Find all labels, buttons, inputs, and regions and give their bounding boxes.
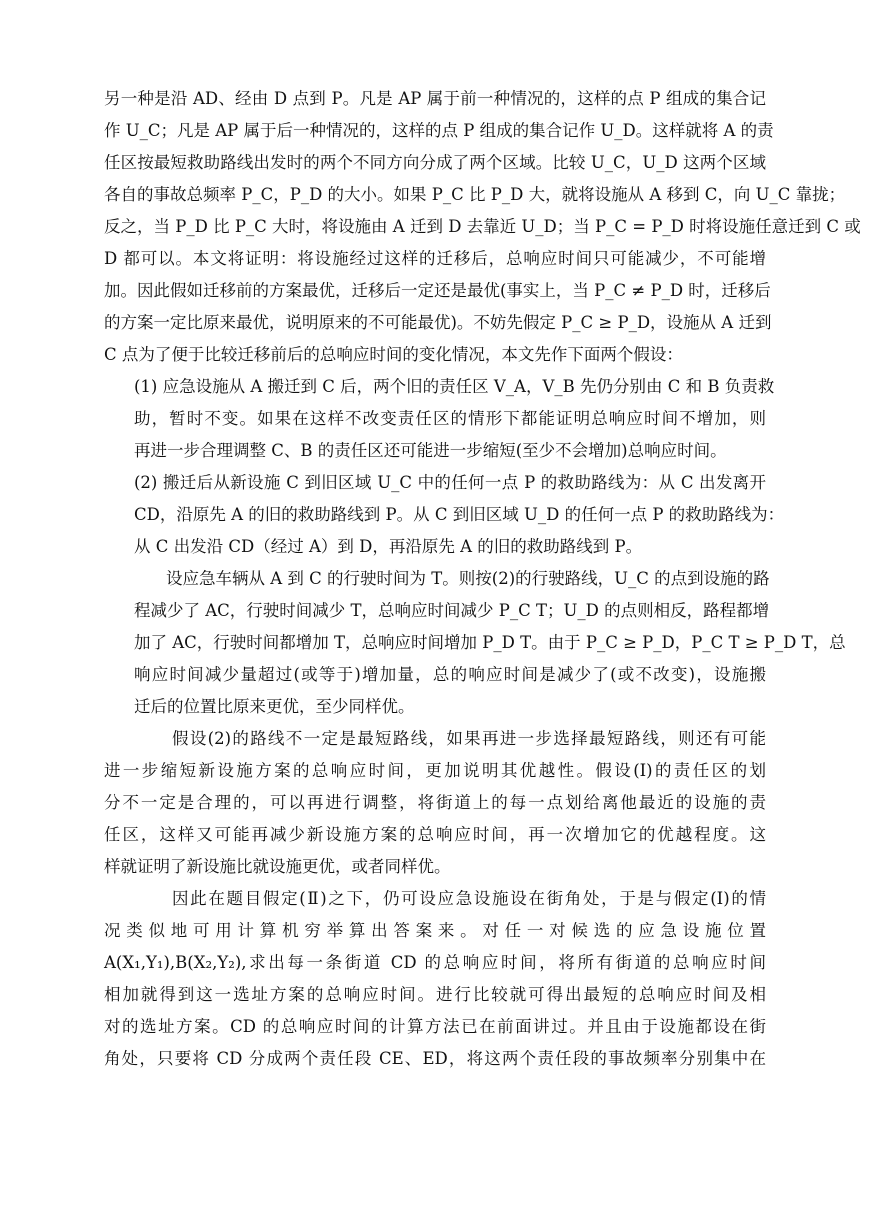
- text-line: A(X₁,Y₁),B(X₂,Y₂),求出每一条街道 CD 的总响应时间，将所有街道的总响应时间: [104, 953, 766, 972]
- text-line: CD，沿原先 A 的旧的救助路线到 P。从 C 到旧区域 U_D 的任何一点 P 的救助路线为：: [134, 505, 785, 524]
- text-line: 迁后的位置比原来更优，至少同样优。: [134, 697, 415, 716]
- text-line: 假设(2)的路线不一定是最短路线，如果再进一步选择最短路线，则还有可能: [172, 729, 766, 748]
- text-line: C 点为了便于比较迁移前后的总响应时间的变化情况，本文先作下面两个假设：: [104, 345, 683, 364]
- text-line: 作 U_C；凡是 AP 属于后一种情况的，这样的点 P 组成的集合记作 U_D。这样就将 A 的责: [104, 121, 774, 140]
- text-line: 况类似地可用计算机穷举算出答案来。对任一对候选的应急设施位置: [104, 921, 766, 940]
- text-line: 再进一步合理调整 C、B 的责任区还可能进一步缩短(至少不会增加)总响应时间。: [134, 441, 727, 460]
- list-item-2: (2) 搬迁后从新设施 C 到旧区域 U_C 中的任何一点 P 的救助路线为：从 C 出发离开: [134, 473, 766, 492]
- text-line: 设应急车辆从 A 到 C 的行驶时间为 T。则按(2)的行驶路线，U_C 的点到设施的路: [166, 569, 770, 588]
- text-line: 相加就得到这一选址方案的总响应时间。进行比较就可得出最短的总响应时间及相: [104, 985, 766, 1004]
- text-line: 样就证明了新设施比就设施更优，或者同样优。: [104, 857, 451, 876]
- text-line: 任区，这样又可能再减少新设施方案的总响应时间，再一次增加它的优越程度。这: [104, 825, 766, 844]
- text-line: 各自的事故总频率 P_C，P_D 的大小。如果 P_C 比 P_D 大，就将设施从 A 移到 C，向 U_C 靠拢；: [104, 185, 846, 204]
- text-line: 进一步缩短新设施方案的总响应时间，更加说明其优越性。假设(I)的责任区的划: [104, 761, 766, 780]
- text-line: 程减少了 AC，行驶时间减少 T，总响应时间减少 P_C T；U_D 的点则相反，路程都增: [134, 601, 770, 620]
- text-line: 对的选址方案。CD 的总响应时间的计算方法已在前面讲过。并且由于设施都设在街: [104, 1017, 766, 1036]
- text-line: 加。因此假如迁移前的方案最优，迁移后一定还是最优(事实上，当 P_C ≠ P_D 时，迁移后: [104, 281, 771, 300]
- text-line: 任区按最短救助路线出发时的两个不同方向分成了两个区域。比较 U_C，U_D 这两个区域: [104, 153, 766, 172]
- text-line: 另一种是沿 AD、经由 D 点到 P。凡是 AP 属于前一种情况的，这样的点 P 组成的集合记: [104, 89, 766, 108]
- text-line: 加了 AC，行驶时间都增加 T，总响应时间增加 P_D T。由于 P_C ≥ P_D，P_C T ≥ P_D T，总: [134, 633, 846, 652]
- text-line: 反之，当 P_D 比 P_C 大时，将设施由 A 迁到 D 去靠近 U_D；当 P_C = P_D 时将设施任意迁到 C 或: [104, 217, 861, 236]
- list-item-1: (1) 应急设施从 A 搬迁到 C 后，两个旧的责任区 V_A，V_B 先仍分别由 C 和 B 负责救: [134, 377, 775, 396]
- text-line: 因此在题目假定(Ⅱ)之下，仍可设应急设施设在街角处，于是与假定(I)的情: [172, 889, 766, 908]
- text-line: 助，暂时不变。如果在这样不改变责任区的情形下都能证明总响应时间不增加，则: [134, 409, 766, 428]
- text-line: 的方案一定比原来最优，说明原来的不可能最优)。不妨先假定 P_C ≥ P_D，设施从 A 迁到: [104, 313, 772, 332]
- text-line: D 都可以。本文将证明：将设施经过这样的迁移后，总响应时间只可能减少，不可能增: [104, 249, 766, 268]
- text-line: 从 C 出发沿 CD（经过 A）到 D，再沿原先 A 的旧的救助路线到 P。: [134, 537, 643, 556]
- text-line: 角处，只要将 CD 分成两个责任段 CE、ED，将这两个责任段的事故频率分别集中在: [104, 1049, 766, 1068]
- text-line: 分不一定是合理的，可以再进行调整，将街道上的每一点划给离他最近的设施的责: [104, 793, 766, 812]
- text-line: 响应时间减少量超过(或等于)增加量，总的响应时间是减少了(或不改变)，设施搬: [134, 665, 766, 684]
